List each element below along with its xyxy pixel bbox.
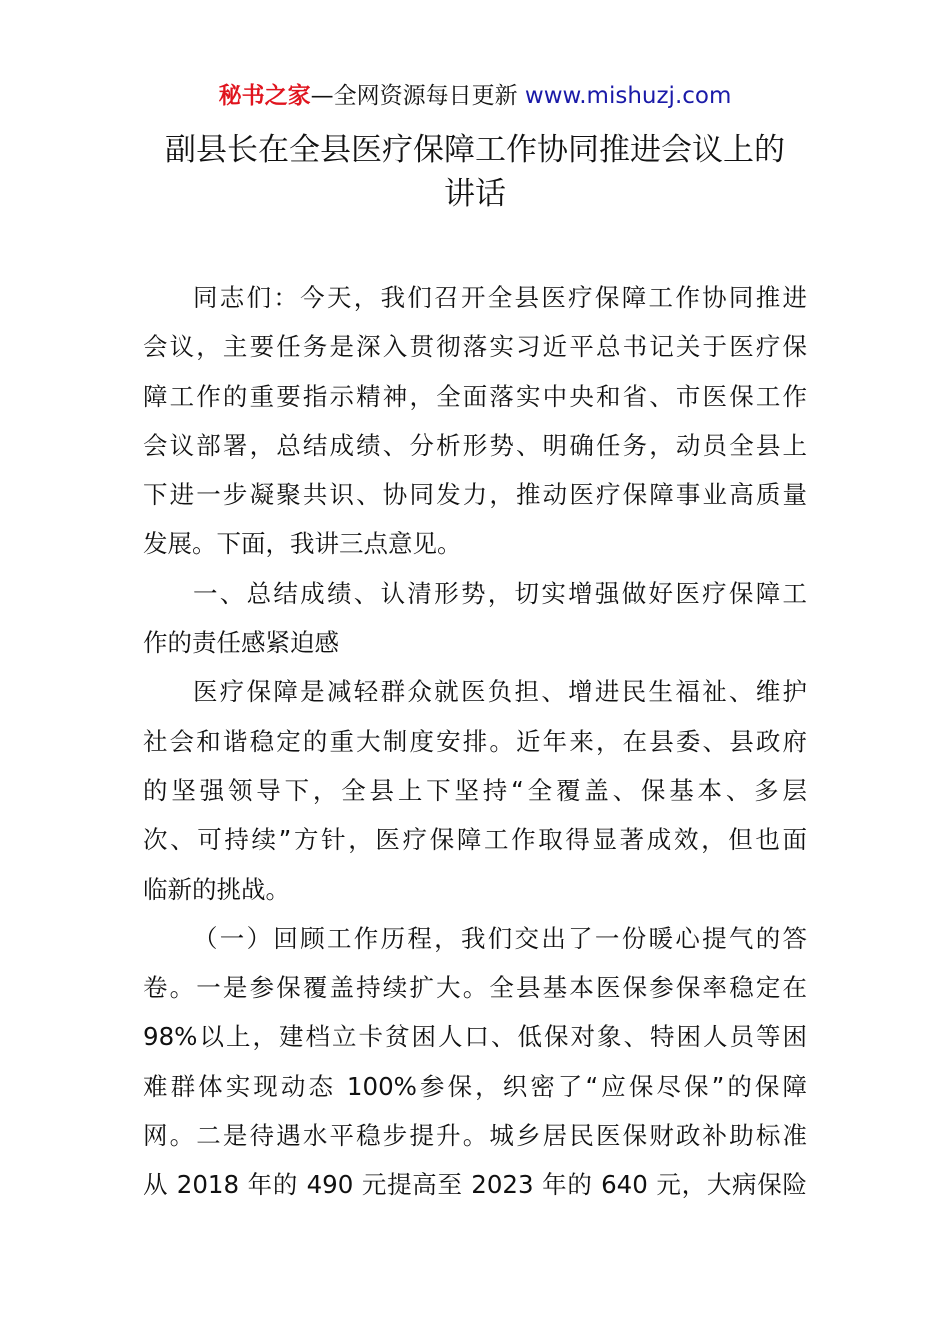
body-line: 发展。下面，我讲三点意见。 (143, 529, 462, 559)
body-line: （一）回顾工作历程，我们交出了一份暖心提气的答 (193, 923, 807, 953)
document-body (143, 273, 807, 1210)
body-line: 会议，主要任务是深入贯彻落实习近平总书记关于医疗保 (143, 332, 807, 362)
body-line: 从 2018 年的 490 元提高至 2023 年的 640 元，大病保险 (143, 1170, 807, 1200)
body-line: 的坚强领导下，全县上下坚持“全覆盖、保基本、多层 (143, 775, 807, 805)
site-header (0, 80, 950, 112)
body-line: 同志们：今天，我们召开全县医疗保障工作协同推进 (193, 283, 807, 312)
title-line-2: 讲话 (444, 176, 506, 212)
body-line: 卷。一是参保覆盖持续扩大。全县基本医保参保率稳定在 (143, 973, 807, 1003)
body-line: 社会和谐稳定的重大制度安排。近年来，在县委、县政府 (143, 726, 807, 756)
section-heading-line: 作的责任感紧迫感 (143, 628, 339, 658)
header-tagline: —全网资源每日更新 (310, 83, 525, 109)
body-line: 医疗保障是减轻群众就医负担、增进民生福祉、维护 (193, 677, 807, 707)
body-line: 难群体实现动态 100%参保，织密了“应保尽保”的保障 (143, 1071, 807, 1101)
title-line-1: 副县长在全县医疗保障工作协同推进会议上的 (165, 132, 785, 168)
section-heading-line: 一、总结成绩、认清形势，切实增强做好医疗保障工 (193, 578, 807, 608)
brand-name: 秘书之家 (218, 83, 311, 109)
body-line: 98%以上，建档立卡贫困人口、低保对象、特困人员等困 (143, 1022, 807, 1052)
body-line: 下进一步凝聚共识、协同发力，推动医疗保障事业高质量 (143, 480, 807, 510)
body-line: 网。二是待遇水平稳步提升。城乡居民医保财政补助标准 (143, 1121, 807, 1151)
body-line: 临新的挑战。 (143, 874, 290, 904)
document-title (0, 128, 950, 216)
body-line: 会议部署，总结成绩、分析形势、明确任务，动员全县上 (143, 430, 807, 460)
body-line: 次、可持续”方针，医疗保障工作取得显著成效，但也面 (143, 825, 807, 855)
site-url-link[interactable]: www.mishuzj.com (524, 83, 732, 109)
body-line: 障工作的重要指示精神，全面落实中央和省、市医保工作 (143, 381, 807, 411)
